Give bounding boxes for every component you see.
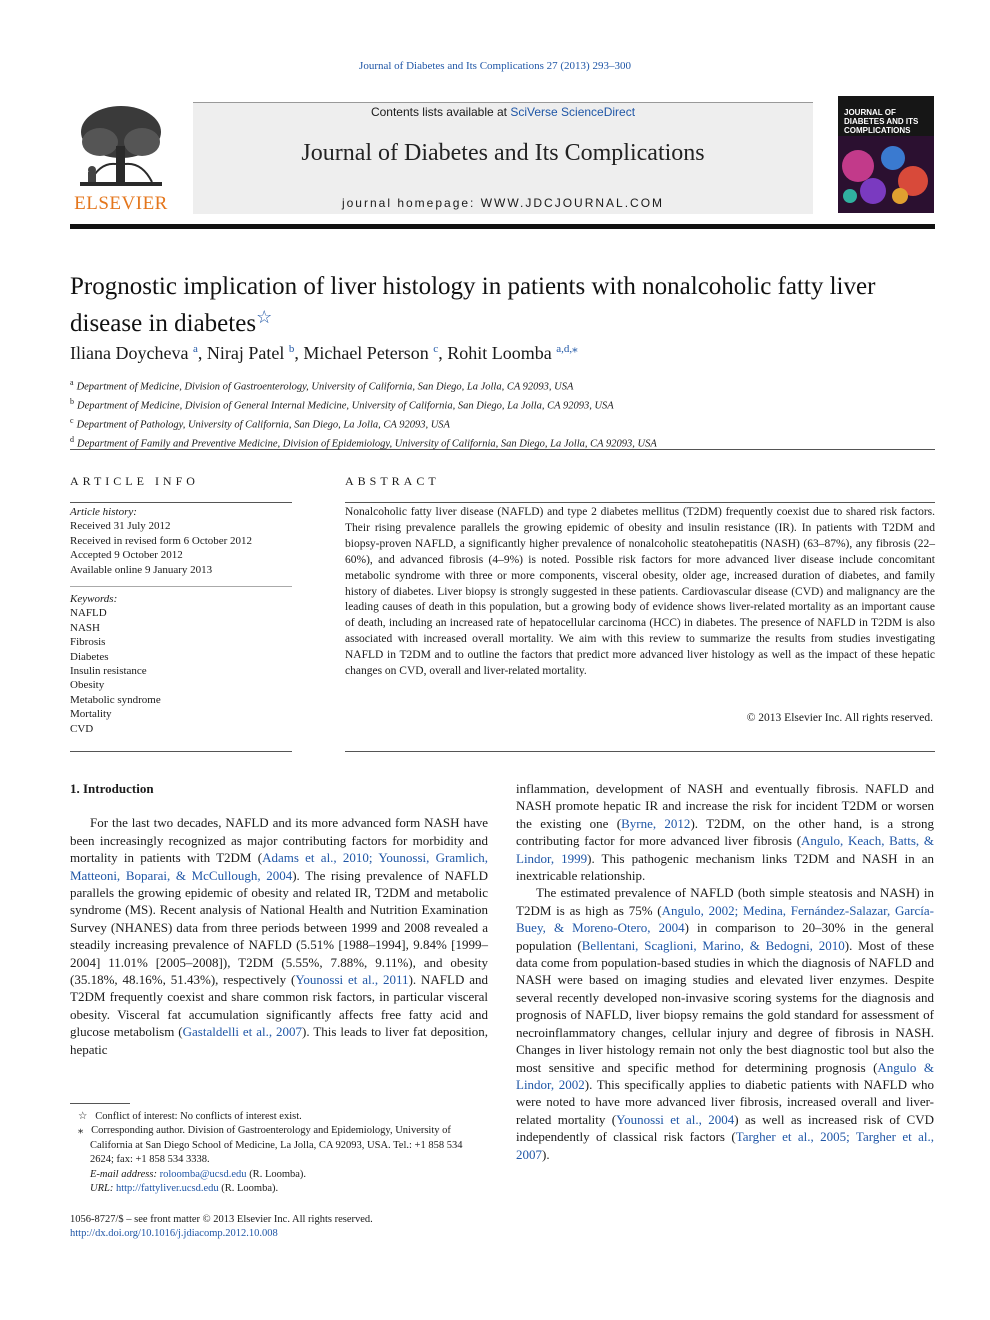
text-run: ) as well as increased risk of CVD independently of classical risk factors ( <box>516 1111 934 1145</box>
history-item: Received 31 July 2012 <box>70 520 171 533</box>
body-paragraph <box>70 814 488 1058</box>
author-name: Rohit Loomba <box>447 343 552 363</box>
author-affil-link[interactable]: a <box>192 343 198 355</box>
front-matter <box>70 1213 488 1242</box>
title-footnote-star[interactable]: ☆ <box>256 307 273 327</box>
keyword: Metabolic syndrome <box>70 693 161 706</box>
history-item: Available online 9 January 2013 <box>70 563 213 576</box>
history-label: Article history: <box>70 506 137 518</box>
citation-link[interactable]: Bellentani, Scaglioni, Marino, & Bedogni, 2010 <box>581 937 845 953</box>
affiliation-key: b <box>70 396 74 406</box>
copyright: © 2013 Elsevier Inc. All rights reserved. <box>746 712 933 724</box>
footnote-rule <box>70 1103 130 1104</box>
contents-line <box>193 105 813 119</box>
keyword: Obesity <box>70 679 105 692</box>
citation-link[interactable]: Younossi et al., 2011 <box>295 972 409 988</box>
sciencedirect-link[interactable]: SciVerse ScienceDirect <box>510 105 636 119</box>
keyword: Fibrosis <box>70 636 106 649</box>
footnote-mark: ☆ <box>78 1111 88 1122</box>
affiliation-text: Department of Family and Preventive Medicine, Division of Epidemiology, University of California, San Diego, La Jolla, CA 92093, USA <box>77 438 657 450</box>
author-affil-link[interactable]: b <box>288 343 295 355</box>
citation-link[interactable]: Gastaldelli et al., 2007 <box>182 1024 303 1040</box>
keyword: Diabetes <box>70 650 109 663</box>
article-title <box>70 272 935 339</box>
cover-title: JOURNAL OF DIABETES AND ITS COMPLICATIONS <box>844 108 919 135</box>
divider <box>70 449 935 450</box>
divider <box>70 502 292 503</box>
citation-link[interactable]: Angulo, Keach, Batts, & Lindor, 1999 <box>516 833 934 866</box>
author-affil-link[interactable]: c <box>433 343 439 355</box>
affiliation-text: Department of Medicine, Division of Gastroenterology, University of California, San Diego, La Jolla, CA 92093, USA <box>76 381 574 393</box>
text-run: ). The rising prevalence of NAFLD parallels the growing epidemic of obesity and related IR, T2DM and metabolic syndrome (MS). Recent analysis of National Health and Nutrition Examination Survey (NHANES) data from three periods between 1999 and 2008 revealed a steadily increasing prevalence of NAFLD (5.51% [1988–1994], 9.84% [1999–2004] 11.01% [2005–2008]), T2DM (5.55%, 7.88%, 9.11%), and obesity (35.18%, 48.16%, 51.43%), respectively ( <box>70 867 489 988</box>
abstract-text: Nonalcoholic fatty liver disease (NAFLD) and type 2 diabetes mellitus (T2DM) frequently coexist due to shared risk factors. Their rising prevalence parallels the growing epidemic of obesity and insulin resistance (IR). In patients with T2DM and biopsy-proven NAFLD, a significantly higher prevalence of nonalcoholic steatohepatitis (NASH) (63–87%), any fibrosis (22–60%), and advanced fibrosis (4–9%) is noted. Possible risk factors for more advanced liver disease include concomitant metabolic syndrome with three or more components, visceral obesity, older age, increased duration of diabetes, and family history of diabetes. Liver biopsy is strongly suggested in these patients. Cardiovascular disease (CVD) and malignancy are the leading causes of death in this population, but a growing body of evidence shows liver-related mortality as an important cause of death, including an increased rate of hepatocellular carcinoma (HCC) in diabetes. The presence of NAFLD in T2DM is also associated with increased overall mortality. We aim with this review to summarize the results from studies investigating NAFLD in T2DM and to outline the factors that predict more advanced liver histology as well as the impact of these hepatic changes on CVD, overall and liver-related mortality. <box>345 506 935 678</box>
contents-prefix: Contents lists available at <box>370 105 511 119</box>
text-run: ). This specifically applies to diabetic patients with NAFLD who were noted to have more advanced liver fibrosis, increased overall and liver-related mortality ( <box>516 1076 934 1127</box>
doi-link[interactable]: http://dx.doi.org/10.1016/j.jdiacomp.2012.10.008 <box>70 1228 278 1240</box>
citation-link[interactable]: Adams et al., 2010; Younossi, Gramlich, Matteoni, Boparai, & McCullough, 2004 <box>70 850 488 883</box>
footnote-conflict <box>70 1110 488 1124</box>
body-paragraph <box>516 780 934 884</box>
history-item: Received in revised form 6 October 2012 <box>70 534 253 547</box>
text-run: ). T2DM, on the other hand, is a strong contributing factor for more advanced liver fibrosis ( <box>516 815 934 849</box>
footnote-email <box>70 1168 488 1182</box>
body-paragraph <box>516 884 934 1163</box>
divider <box>345 751 935 752</box>
url-label: URL: <box>90 1183 114 1195</box>
body-column-left <box>70 780 488 1058</box>
journal-cover-image <box>838 96 934 213</box>
affiliation-text: Department of Pathology, University of California, San Diego, La Jolla, CA 92093, USA <box>76 419 450 431</box>
text-run: For the last two decades, NAFLD and its more advanced form NASH have been increasingly recognized as major contributing factors for morbidity and mortality in patients with T2DM ( <box>70 815 488 866</box>
footnote-mark: ⁎ <box>78 1125 84 1137</box>
affiliation-item <box>70 395 935 414</box>
section-heading: 1. Introduction <box>70 781 154 796</box>
affiliation-text: Department of Medicine, Division of General Internal Medicine, University of California, San Diego, La Jolla, CA 92093, USA <box>77 400 614 412</box>
email-link[interactable]: roloomba@ucsd.edu <box>159 1168 247 1180</box>
citation-link[interactable]: Younossi et al., 2004 <box>616 1111 735 1127</box>
affiliation-key: a <box>70 378 74 387</box>
footnote-corresponding <box>70 1124 488 1167</box>
keyword: Mortality <box>70 708 112 721</box>
text-run: ) in comparison to 20–30% in the general population ( <box>516 920 935 953</box>
keyword: NAFLD <box>70 607 107 620</box>
keywords-label: Keywords: <box>70 593 118 605</box>
footnote-text: Conflict of interest: No conflicts of interest exist. <box>95 1111 302 1122</box>
journal-homepage[interactable]: journal homepage: WWW.JDCJOURNAL.COM <box>341 196 665 210</box>
author-name: Iliana Doycheva <box>70 343 189 363</box>
affiliation-item <box>70 376 935 395</box>
journal-citation[interactable]: Journal of Diabetes and Its Complications 27 (2013) 293–300 <box>359 60 631 72</box>
elsevier-wordmark: ELSEVIER <box>74 193 168 214</box>
author-name: Michael Peterson <box>303 343 429 363</box>
affiliation-key: d <box>70 434 74 444</box>
keyword: Insulin resistance <box>70 665 147 678</box>
text-run: The estimated prevalence of NAFLD (both simple steatosis and NASH) in T2DM is as high as 75% ( <box>516 885 934 918</box>
citation-link[interactable]: Byrne, 2012 <box>621 815 691 831</box>
keyword: NASH <box>70 621 100 634</box>
text-run: ). This leads to liver fat deposition, hepatic <box>70 1024 488 1057</box>
affiliation-item <box>70 414 935 433</box>
email-label: E-mail address: <box>90 1168 157 1180</box>
header-rule <box>70 224 935 229</box>
issn-line: 1056-8727/$ – see front matter © 2013 Elsevier Inc. All rights reserved. <box>70 1214 373 1225</box>
citation-link[interactable]: Angulo & Lindor, 2002 <box>516 1059 934 1092</box>
email-suffix: (R. Loomba). <box>246 1168 307 1180</box>
journal-title: Journal of Diabetes and Its Complications <box>301 140 705 166</box>
footnote-url <box>70 1182 488 1196</box>
keywords <box>70 592 292 736</box>
affiliations <box>70 376 935 452</box>
article-history <box>70 505 292 577</box>
divider <box>70 586 292 587</box>
divider <box>70 751 292 752</box>
url-link[interactable]: http://fattyliver.ucsd.edu <box>115 1183 219 1195</box>
citation-link[interactable]: Targher et al., 2005; Targher et al., 2007 <box>516 1129 934 1162</box>
author-name: Niraj Patel <box>206 343 285 363</box>
footnotes <box>70 1110 488 1196</box>
url-suffix: (R. Loomba). <box>218 1183 279 1195</box>
divider <box>345 502 935 503</box>
abstract-heading: ABSTRACT <box>345 474 440 488</box>
footnote-text: Corresponding author. Division of Gastroenterology and Epidemiology, University of California at San Diego School of Medicine, La Jolla, CA 92093, USA. Tel.: +1 858 534 2624; fax: +1 858 534 3338. <box>90 1125 463 1166</box>
author-affil-link[interactable]: a,d,⁎ <box>556 343 578 355</box>
history-item: Accepted 9 October 2012 <box>70 549 183 562</box>
article-title-text: Prognostic implication of liver histology in patients with nonalcoholic fatty liver disease in diabetes <box>70 273 876 337</box>
text-run: ). <box>542 1146 550 1162</box>
author-list: Iliana Doycheva $^a$, Niraj Patel $^b$, Michael Peterson $^c$, Rohit Loomba $^{a,d,⁎}$ <box>70 343 578 363</box>
affiliation-key: c <box>70 415 74 425</box>
article-info-heading: ARTICLE INFO <box>70 474 199 488</box>
text-run: ). This pathogenic mechanism links T2DM and NASH in an inextricable relationship. <box>516 850 934 884</box>
text-run: ). NAFLD and T2DM frequently coexist and share common risk factors, in particular visceral obesity. Visceral fat accumulation significantly affects free fatty acid and glucose metabolism ( <box>70 972 489 1040</box>
text-run: ). Most of these data come from population-based studies in which the diagnosis of NAFLD and NASH were based on imaging studies and elevated liver enzymes. Despite several recently developed non-invasive scoring systems for the diagnosis and prognosis of NAFLD, liver biopsy remains the gold standard for assessment of necroinflammatory changes, cellular injury and degree of fibrosis in NASH. Changes in liver histology remain not only the best diagnostic tool but also the most sensitive and specific method for determining prognosis ( <box>516 937 935 1075</box>
keyword: CVD <box>70 722 94 735</box>
text-run: inflammation, development of NASH and eventually fibrosis. NAFLD and NASH promote hepatic IR and increase the risk for incident T2DM or worsen the existing one ( <box>516 781 934 831</box>
citation-link[interactable]: Angulo, 2002; Medina, Fernández-Salazar, García-Buey, & Moreno-Otero, 2004 <box>516 902 934 936</box>
body-column-right <box>516 780 934 1163</box>
